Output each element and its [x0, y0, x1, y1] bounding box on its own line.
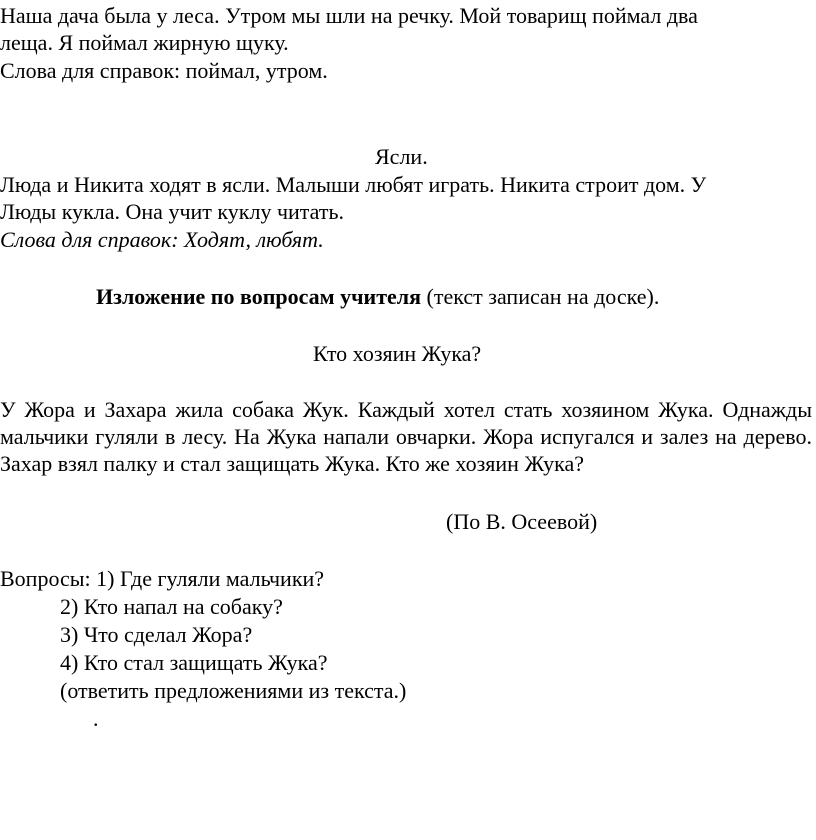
text2-line-2: Люды кукла. Она учит куклу читать. — [0, 199, 345, 224]
trailing-dot: . — [93, 706, 99, 731]
question-2: 2) Кто напал на собаку? — [60, 594, 283, 619]
question-1: 1) Где гуляли мальчики? — [96, 566, 325, 591]
exposition-heading-bold: Изложение по вопросам учителя — [96, 284, 422, 309]
story-attribution: (По В. Осеевой) — [446, 509, 598, 534]
questions-note: (ответить предложениями из текста.) — [60, 678, 407, 703]
question-4: 4) Кто стал защищать Жука? — [60, 650, 328, 675]
text1-hint: Слова для справок: поймал, утром. — [0, 58, 328, 83]
questions-label: Вопросы: — [0, 566, 97, 591]
exposition-heading — [96, 283, 659, 310]
text2-line-1: Люда и Никита ходят в ясли. Малыши любят играть. Никита строит дом. У — [0, 172, 707, 197]
question-3: 3) Что сделал Жора? — [60, 622, 253, 647]
text2-hint: Слова для справок: Ходят, любят. — [0, 227, 324, 252]
text1-line-1: Наша дача была у леса. Утром мы шли на речку. Мой товарищ поймал два — [0, 3, 698, 28]
question-1-line — [0, 565, 324, 592]
text2-title: Ясли. — [375, 144, 428, 169]
exposition-heading-rest: (текст записан на доске). — [421, 284, 660, 309]
text1-line-2: леща. Я поймал жирную щуку. — [0, 30, 289, 55]
story-paragraph: У Жора и Захара жила собака Жук. Каждый хотел стать хозяином Жука. Однажды мальчики гуляли в лесу. На Жука напали овчарки. Жора испугался и залез на дерево. Захар взял палку и стал защищать Жука. Кто же хозяин Жука? — [0, 397, 812, 476]
story-title: Кто хозяин Жука? — [313, 341, 482, 366]
